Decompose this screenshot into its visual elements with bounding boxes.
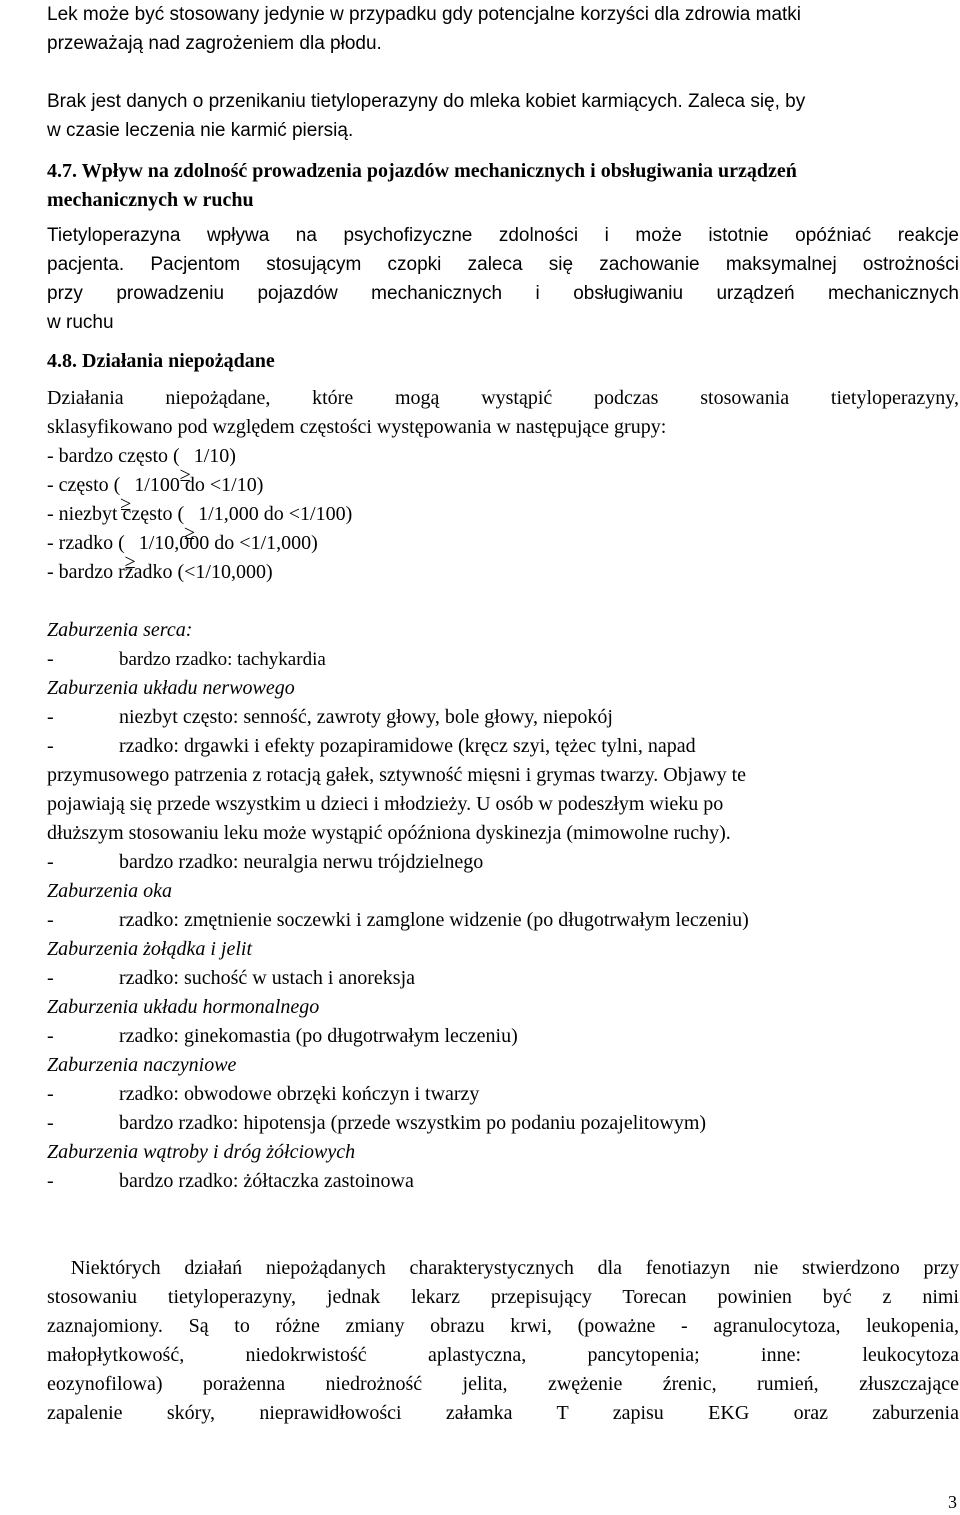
effect-item: - bardzo rzadko: hipotensja (przede wszystkim po podaniu pozajelitowym) (47, 1112, 707, 1134)
effect-item-continuation: przymusowego patrzenia z rotacją gałek, sztywność mięsni i grymas twarzy. Objawy te (47, 764, 747, 786)
effect-item: - rzadko: obwodowe obrzęki kończyn i twarzy (47, 1083, 480, 1105)
effect-item: - bardzo rzadko: neuralgia nerwu trójdzielnego (47, 851, 484, 873)
effect-item-continuation: dłuższym stosowaniu leku może wystąpić opóźniona dyskinezja (mimowolne ruchy). (47, 822, 731, 844)
frequency-item: - niezbyt często ( 1/1,000 do <1/100) (47, 503, 353, 525)
organ-class-title: Zaburzenia oka (47, 880, 172, 902)
closing-text: małopłytkowość, niedokrwistość aplastyczna, pancytopenia; inne: leukocytoza (47, 1344, 959, 1366)
section-4-7-heading: 4.7. Wpływ na zdolność prowadzenia pojazdów mechanicznych i obsługiwania urządzeń (47, 160, 797, 182)
effect-item-continuation: pojawiają się przede wszystkim u dzieci i młodzieży. U osób w podeszłym wieku po (47, 793, 724, 815)
frequency-item: - bardzo rzadko (<1/10,000) (47, 561, 273, 583)
intro-line: w czasie leczenia nie karmić piersią. (47, 120, 354, 141)
section-4-7-text: Tietyloperazyna wpływa na psychofizyczne zdolności i może istotnie opóźniać reakcje (47, 225, 959, 246)
section-4-7-text: pacjenta. Pacjentom stosującym czopki zaleca się zachowanie maksymalnej ostrożności (47, 254, 959, 275)
section-4-7-text: w ruchu (47, 312, 114, 333)
closing-text: zapalenie skóry, nieprawidłowości załamka T zapisu EKG oraz zaburzenia (47, 1402, 959, 1424)
effect-item: - rzadko: suchość w ustach i anoreksja (47, 967, 416, 989)
page-number: 3 (948, 1492, 957, 1512)
section-4-7-heading: mechanicznych w ruchu (47, 189, 254, 211)
organ-class-title: Zaburzenia układu nerwowego (47, 677, 295, 699)
effect-item: - bardzo rzadko: tachykardia (47, 648, 326, 670)
organ-class-title: Zaburzenia układu hormonalnego (47, 996, 320, 1018)
effect-item: - rzadko: zmętnienie soczewki i zamglone widzenie (po długotrwałym leczeniu) (47, 909, 749, 931)
section-4-7-text: przy prowadzeniu pojazdów mechanicznych i obsługiwaniu urządzeń mechanicznych (47, 283, 959, 304)
closing-text: zaznajomiony. Są to różne zmiany obrazu krwi, (poważne - agranulocytoza, leukopenia, (47, 1315, 959, 1337)
effect-item: - niezbyt często: senność, zawroty głowy, bole głowy, niepokój (47, 706, 613, 728)
closing-text: Niektórych działań niepożądanych charakterystycznych dla fenotiazyn nie stwierdzono przy (47, 1257, 959, 1279)
organ-class-title: Zaburzenia żołądka i jelit (47, 938, 252, 960)
section-4-8-text: Działania niepożądane, które mogą wystąpić podczas stosowania tietyloperazyny, (47, 387, 959, 409)
section-4-8-text: sklasyfikowano pod względem częstości występowania w następujące grupy: (47, 416, 667, 438)
effect-item: - bardzo rzadko: żółtaczka zastoinowa (47, 1170, 414, 1192)
frequency-item: - bardzo często ( 1/10) (47, 445, 236, 467)
closing-text: eozynofilowa) porażenna niedrożność jelita, zwężenie źrenic, rumień, złuszczające (47, 1373, 959, 1395)
frequency-item: - często ( 1/100 do <1/10) (47, 474, 264, 496)
intro-line: Lek może być stosowany jedynie w przypadku gdy potencjalne korzyści dla zdrowia matki (47, 4, 802, 25)
section-4-8-heading: 4.8. Działania niepożądane (47, 350, 275, 372)
effect-item: - rzadko: ginekomastia (po długotrwałym leczeniu) (47, 1025, 518, 1047)
organ-class-title: Zaburzenia serca: (47, 619, 193, 641)
frequency-item: - rzadko ( 1/10,000 do <1/1,000) (47, 532, 318, 554)
effect-item: - rzadko: drgawki i efekty pozapiramidowe (kręcz szyi, tężec tylni, napad (47, 735, 696, 757)
intro-line: przeważają nad zagrożeniem dla płodu. (47, 33, 382, 54)
organ-class-title: Zaburzenia wątroby i dróg żółciowych (47, 1141, 356, 1163)
closing-text: stosowaniu tietyloperazyny, jednak lekarz przepisujący Torecan powinien być z nimi (47, 1286, 959, 1308)
organ-class-title: Zaburzenia naczyniowe (47, 1054, 237, 1076)
intro-line: Brak jest danych o przenikaniu tietyloperazyny do mleka kobiet karmiących. Zaleca się, by (47, 91, 806, 112)
